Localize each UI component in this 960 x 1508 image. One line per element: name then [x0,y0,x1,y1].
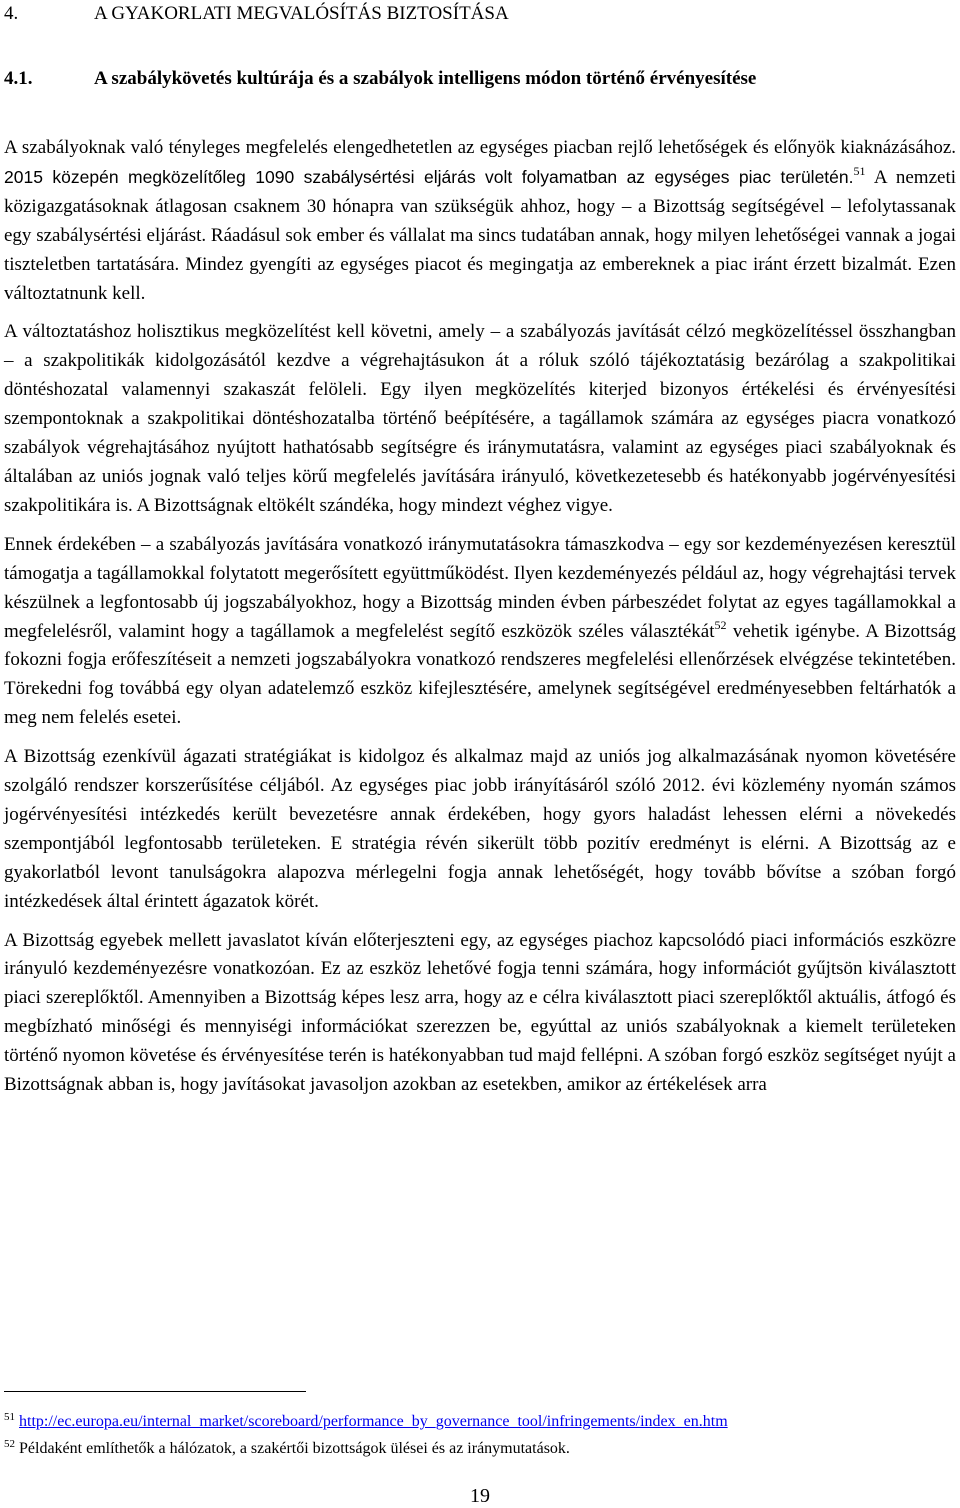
footnote-ref-52[interactable]: 52 [714,617,727,632]
footnote-51 [4,1406,956,1433]
paragraph-text-sans: 2015 közepén megközelítőleg 1090 szabálysértési eljárás volt folyamatban az egységes piac területén. [4,166,854,187]
subsection-title: A szabálykövetés kultúrája és a szabályok intelligens módon történő érvényesítése [94,68,757,89]
paragraph: A Bizottság ezenkívül ágazati stratégiákat is kidolgoz és alkalmaz majd az uniós jog alkalmazásának nyomon követésére szolgáló rendszer korszerűsítése céljából. Az egységes piac jobb irányításáról szóló 2012. évi közlemény nyomán számos jogérvényesítési intézkedés került bevezetésre annak érdekében, hogy gyors haladást lehessen elérni a növekedés szempontjából legfontosabb területeken. E stratégia révén sikerült több pozitív eredményt is elérni. A Bizottság az e gyakorlatból levont tanulságokra alapozva mérlegelni fogja annak lehetőségét, hogy tovább bővítse a szóban forgó intézkedések által érintett ágazatok körét. [4,746,956,912]
section-title: A GYAKORLATI MEGVALÓSÍTÁS BIZTOSÍTÁSA [94,3,509,24]
paragraph: A Bizottság egyebek mellett javaslatot kíván előterjeszteni egy, az egységes piachoz kapcsolódó piaci információs eszközre irányuló kezdeményezésre vonatkozóan. Ez az eszköz lehetővé fogja tenni számára, hogy információt gyűjtsön kiválasztott piaci szereplőktől. Amennyiben a Bizottság képes lesz arra, hogy az e célra kiválasztott piaci szereplőktől aktuális, átfogó és megbízható minőségi és mennyiségi információkat szerezzen be, egyúttal az uniós szabályoknak a kiemelt területeken történő nyomon követése és érvényesítése terén is hatékonyabban tud majd fellépni. A szóban forgó eszköz segítséget nyújt a Bizottságnak abban is, hogy javításokat javasoljon azokban az esetekben, amikor az értékelések arra [4,929,956,1096]
paragraph-text: A szabályoknak való tényleges megfelelés elengedhetetlen az egységes piacban rejlő lehetőségek és előnyök kiaknázásához. [4,137,956,158]
body-text [4,134,956,1100]
subsection-heading [4,64,956,93]
footnote-number: 51 [4,1411,15,1423]
paragraph [4,531,956,733]
footnote-link[interactable]: http://ec.europa.eu/internal_market/scoreboard/performance_by_governance_tool/infringements/index_en.htm [19,1413,728,1430]
footnotes [4,1406,956,1460]
paragraph-text: vehetik igénybe. A Bizottság fokozni fogja erőfeszítéseit a nemzeti jogszabályokra vonatkozó rendszeres megfelelési ellenőrzések elvégzése tekintetében. Törekedni fog továbbá egy olyan adatelemző eszköz kifejlesztésére, amelynek segítségével eredményesebben feltárhatók a meg nem felelés esetei. [4,620,956,729]
footnote-separator [4,1391,306,1392]
section-heading [4,2,509,26]
paragraph [4,134,956,308]
paragraph-text: A nemzeti közigazgatásoknak átlagosan csaknem 30 hónapra van szükségük ahhoz, hogy – a Bizottság segítségével – lefolytassanak egy szabálysértési eljárást. Ráadásul sok ember és vállalat ma sincs tudatában annak, hogy milyen lehetőségei vannak a jogai tiszteletben tartatására. Mindez gyengíti az egységes piacot és megingatja az embereknek a piac iránt érzett bizalmát. Ezen változtatnunk kell. [4,166,956,304]
paragraph-text: Ennek érdekében – a szabályozás javítására vonatkozó iránymutatásokra támaszkodva – egy sor kezdeményezésen keresztül támogatja a tagállamokkal folytatott megerősített együttműködést. Ilyen kezdeményezés például az, hogy végrehajtási tervek készülnek a legfontosabb új jogszabályokhoz, hogy a Bizottság minden évben párbeszédet folytat az egyes tagállamokkal a megfelelésről, valamint hogy a tagállamok a megfelelést segítő eszközök széles választékát [4,533,956,642]
footnote-number: 52 [4,1438,15,1450]
paragraph: A változtatáshoz holisztikus megközelítést kell követni, amely – a szabályozás javítását célzó megközelítéssel összhangban – a szakpolitikák kidolgozásától kezdve a végrehajtásukon át a róluk szóló tájékoztatásig bezárólag a szakpolitikai döntéshozatal valamennyi szakaszát felöleli. Egy ilyen megközelítés kiterjed bizonyos értékelési és érvényesítési szempontoknak a szakpolitikai döntéshozatalba történő beépítésére, a tagállamok számára az egységes piacra vonatkozó szabályok végrehajtásához nyújtott hathatósabb segítségre és iránymutatásra, valamint az egységes piaci szabályoknak és általában az uniós jognak való teljes körű megfelelés javítására irányuló, következetesebb és hatékonyabb jogérvényesítési szakpolitikára is. A Bizottságnak eltökélt szándéka, hogy mindezt véghez vigye. [4,321,956,516]
section-number: 4. [4,3,19,24]
footnote-52 [4,1433,956,1460]
subsection-number: 4.1. [4,68,33,89]
document-page [4,0,956,1508]
page-number: 19 [470,1485,490,1507]
footnote-text: Példaként említhetők a hálózatok, a szakértői bizottságok ülései és az iránymutatások. [19,1440,570,1457]
footnote-ref-51[interactable]: 51 [853,163,866,178]
